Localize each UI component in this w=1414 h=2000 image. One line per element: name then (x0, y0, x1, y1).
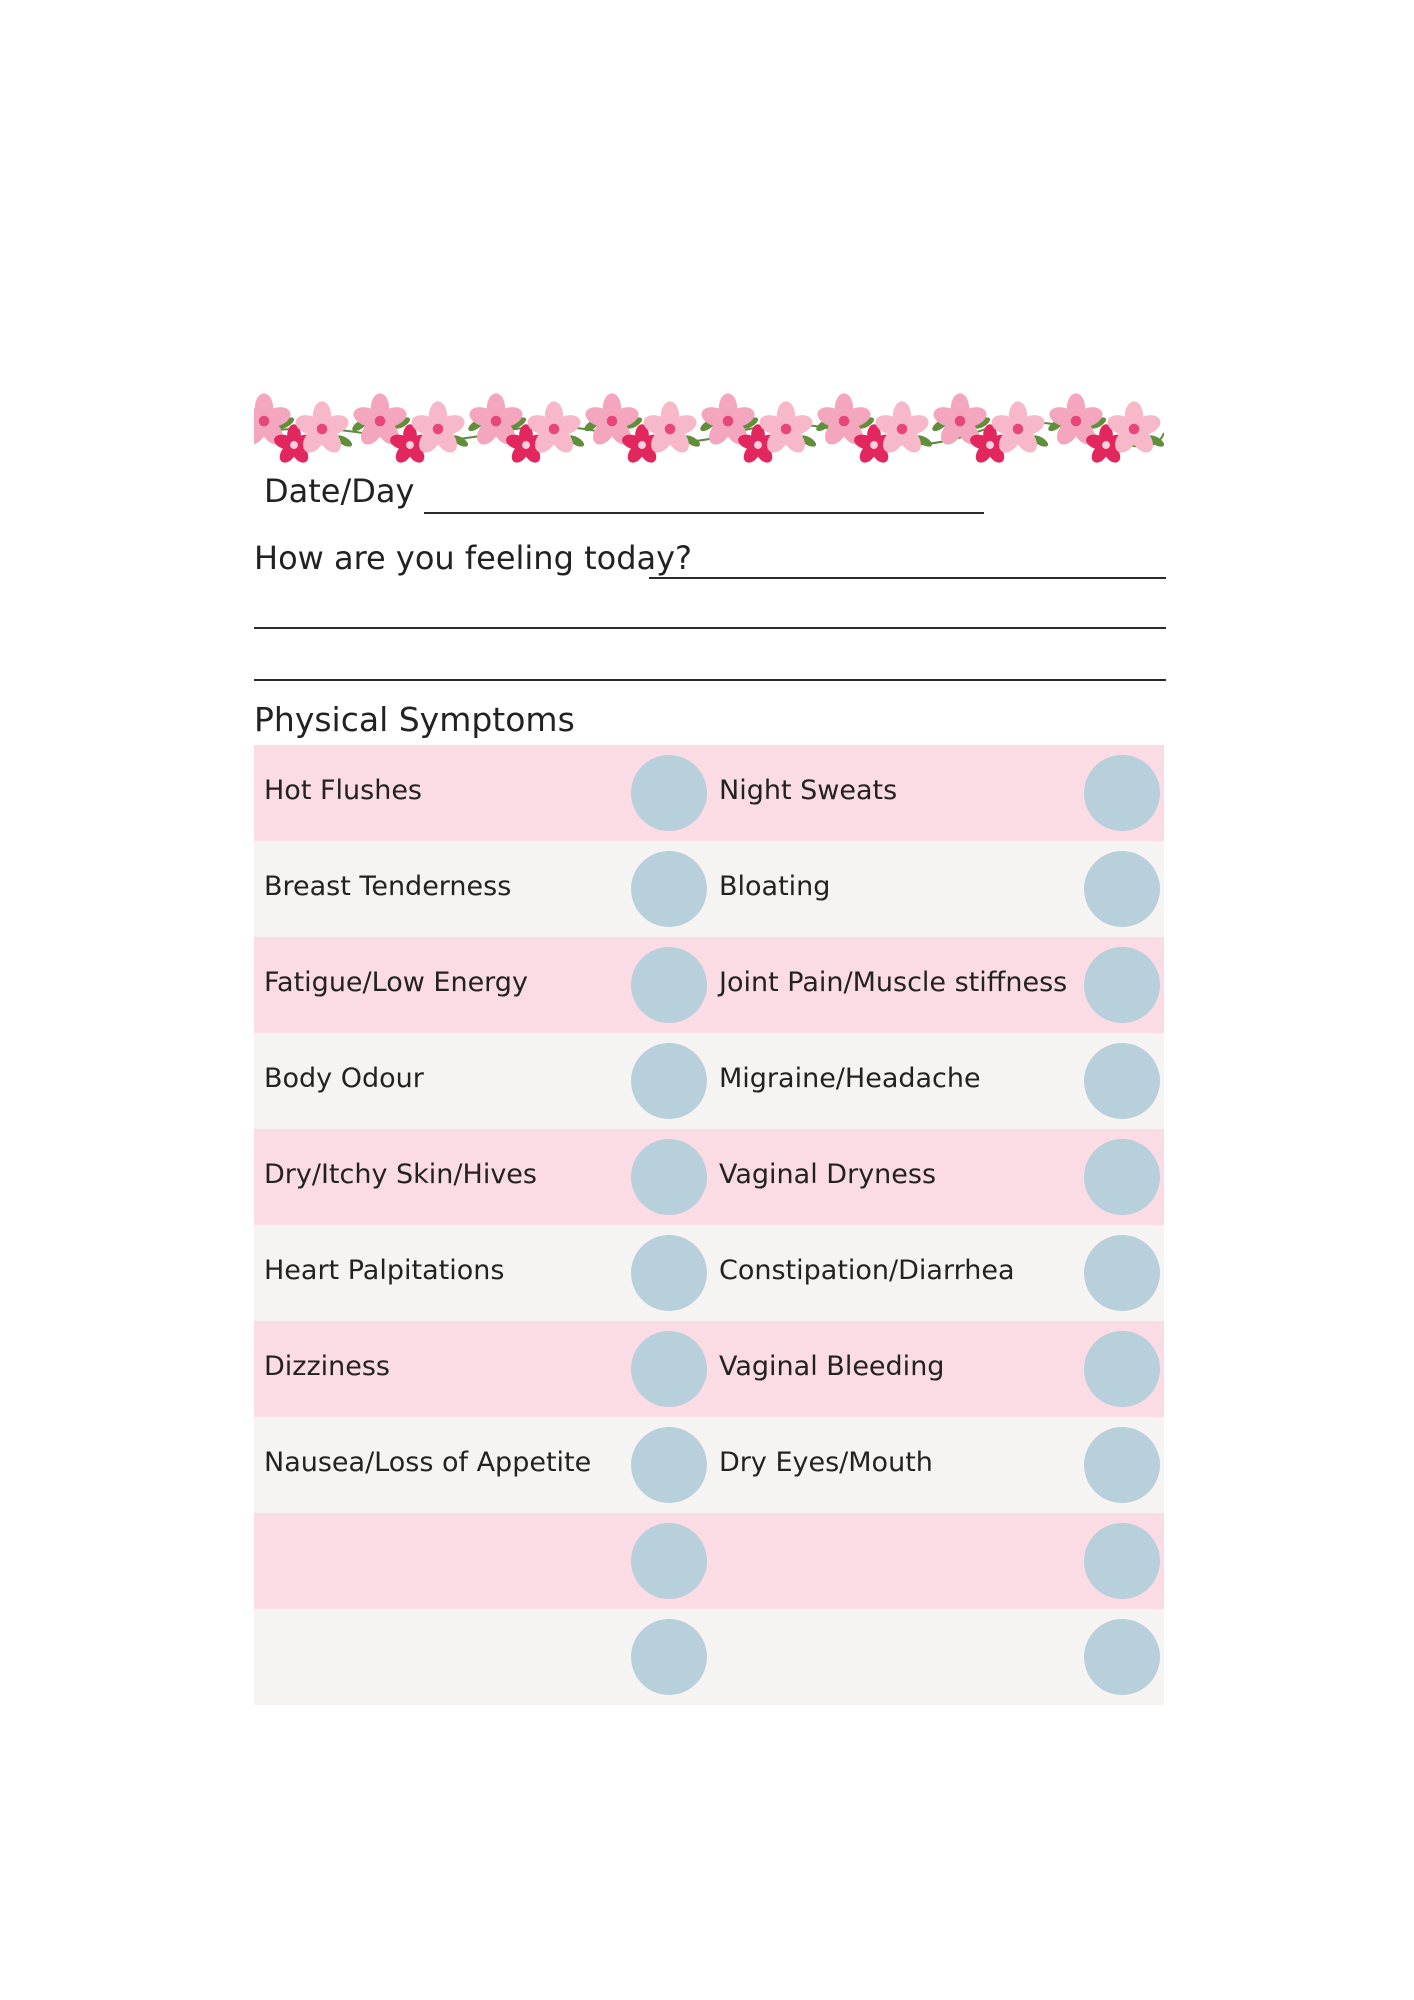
symptom-label: Breast Tenderness (264, 871, 512, 902)
symptom-checkbox[interactable] (631, 1043, 707, 1119)
flower-garland (254, 393, 1164, 473)
symptom-checkbox[interactable] (1084, 851, 1160, 927)
symptom-checkbox[interactable] (631, 1523, 707, 1599)
symptom-checkbox[interactable] (1084, 1619, 1160, 1695)
symptom-label: Heart Palpitations (264, 1255, 505, 1286)
feeling-extra-line-1[interactable] (254, 627, 1166, 629)
symptom-checkbox[interactable] (631, 947, 707, 1023)
feeling-input-line[interactable] (649, 577, 1166, 579)
symptom-row (254, 1033, 1164, 1129)
symptom-checkbox[interactable] (1084, 1043, 1160, 1119)
symptom-label: Dizziness (264, 1351, 390, 1382)
date-input-line[interactable] (424, 512, 984, 514)
symptom-label: Hot Flushes (264, 775, 422, 806)
symptom-row-blank (254, 1513, 1164, 1609)
symptom-checkbox[interactable] (1084, 1331, 1160, 1407)
symptom-label: Dry/Itchy Skin/Hives (264, 1159, 537, 1190)
symptom-row (254, 1321, 1164, 1417)
symptom-row (254, 1225, 1164, 1321)
symptom-checkbox[interactable] (1084, 1523, 1160, 1599)
symptom-label: Joint Pain/Muscle stiffness (719, 967, 1068, 998)
symptom-checkbox[interactable] (631, 1139, 707, 1215)
symptom-row (254, 841, 1164, 937)
symptom-label: Dry Eyes/Mouth (719, 1447, 933, 1478)
symptom-checkbox[interactable] (631, 755, 707, 831)
feeling-label: How are you feeling today? (254, 539, 693, 577)
symptom-row (254, 1129, 1164, 1225)
symptom-checkbox[interactable] (631, 1235, 707, 1311)
symptom-checkbox[interactable] (631, 1427, 707, 1503)
symptom-checkbox[interactable] (631, 851, 707, 927)
symptom-checkbox[interactable] (631, 1331, 707, 1407)
feeling-extra-line-2[interactable] (254, 679, 1166, 681)
symptom-checkbox[interactable] (631, 1619, 707, 1695)
symptom-label: Nausea/Loss of Appetite (264, 1447, 592, 1478)
symptom-checkbox[interactable] (1084, 755, 1160, 831)
symptom-grid (254, 745, 1164, 1705)
date-row (264, 468, 1024, 518)
symptom-label: Migraine/Headache (719, 1063, 981, 1094)
symptom-label: Bloating (719, 871, 831, 902)
symptom-label: Constipation/Diarrhea (719, 1255, 1015, 1286)
symptom-row (254, 1417, 1164, 1513)
symptom-label: Body Odour (264, 1063, 424, 1094)
symptom-label: Night Sweats (719, 775, 898, 806)
symptom-checkbox[interactable] (1084, 1139, 1160, 1215)
section-title: Physical Symptoms (254, 700, 575, 739)
symptom-checkbox[interactable] (1084, 947, 1160, 1023)
symptom-row (254, 745, 1164, 841)
feeling-row (254, 535, 1166, 585)
symptom-label: Fatigue/Low Energy (264, 967, 528, 998)
symptom-label: Vaginal Bleeding (719, 1351, 945, 1382)
symptom-row-blank (254, 1609, 1164, 1705)
date-label: Date/Day (264, 472, 415, 510)
symptom-checkbox[interactable] (1084, 1427, 1160, 1503)
symptom-row (254, 937, 1164, 1033)
symptom-checkbox[interactable] (1084, 1235, 1160, 1311)
symptom-label: Vaginal Dryness (719, 1159, 937, 1190)
